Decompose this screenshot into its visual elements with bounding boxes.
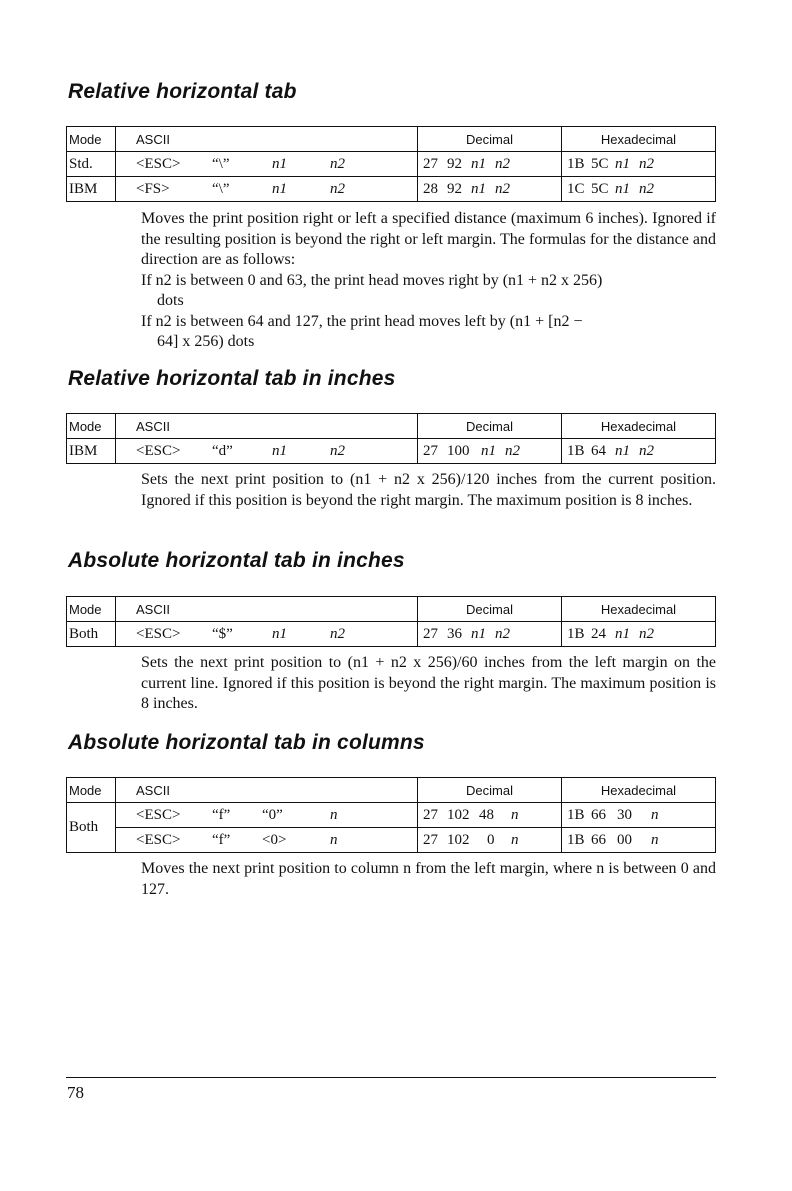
hex-cell <box>562 828 716 853</box>
hex-header: Hexadecimal <box>562 597 716 622</box>
mode-header: Mode <box>67 127 116 152</box>
ascii-token: “\” <box>212 180 230 197</box>
table-header-row <box>67 127 716 152</box>
description-paragraph: Moves the print position right or left a specified distance (maximum 6 inches). Ignored if the resulting position is beyond the right or left margin. The formulas for the distance and direction are as follows: <box>141 210 716 268</box>
table-header-row <box>67 597 716 622</box>
decimal-token: n1 <box>471 180 486 197</box>
table-row <box>67 152 716 177</box>
hex-token: n1 <box>615 442 630 459</box>
hex-token: n <box>651 831 659 848</box>
ascii-header: ASCII <box>116 127 418 152</box>
hex-token: 66 <box>591 831 606 848</box>
ascii-token: “f” <box>212 806 231 823</box>
ascii-token: n <box>330 831 338 848</box>
decimal-token: 0 <box>487 831 495 848</box>
ascii-token: “0” <box>262 806 283 823</box>
decimal-header: Decimal <box>418 414 562 439</box>
ascii-token: n2 <box>330 180 345 197</box>
decimal-token: n1 <box>471 625 486 642</box>
hex-header: Hexadecimal <box>562 778 716 803</box>
decimal-token: 92 <box>447 180 462 197</box>
decimal-token: 27 <box>423 831 438 848</box>
decimal-cell <box>418 177 562 202</box>
ascii-header: ASCII <box>116 597 418 622</box>
decimal-token: n2 <box>495 180 510 197</box>
decimal-header: Decimal <box>418 127 562 152</box>
hex-token: n <box>651 806 659 823</box>
decimal-token: 27 <box>423 155 438 172</box>
hex-token: n2 <box>639 180 654 197</box>
description-paragraph: If n2 is between 0 and 63, the print head moves right by (n1 + n2 x 256) <box>141 271 603 289</box>
hex-header: Hexadecimal <box>562 414 716 439</box>
decimal-token: 27 <box>423 806 438 823</box>
ascii-token: n1 <box>272 180 287 197</box>
ascii-token: n2 <box>330 442 345 459</box>
ascii-cell <box>116 177 418 202</box>
page-number: 78 <box>67 1083 84 1102</box>
ascii-header: ASCII <box>116 778 418 803</box>
section-title: Relative horizontal tab <box>68 80 297 103</box>
mode-header: Mode <box>67 778 116 803</box>
decimal-header: Decimal <box>418 597 562 622</box>
ascii-cell <box>116 622 418 647</box>
hex-token: 24 <box>591 625 606 642</box>
mode-cell: Std. <box>67 152 116 177</box>
hex-token: 30 <box>617 806 632 823</box>
footer-rule <box>66 1077 716 1078</box>
section-description <box>141 209 716 353</box>
description-paragraph: If n2 is between 64 and 127, the print head moves left by (n1 + [n2 − <box>141 312 583 330</box>
description-paragraph: Moves the next print position to column n from the left margin, where n is between 0 and 127. <box>141 860 716 898</box>
hex-cell <box>562 803 716 828</box>
decimal-token: 36 <box>447 625 462 642</box>
decimal-token: 27 <box>423 442 438 459</box>
decimal-token: n <box>511 806 519 823</box>
decimal-token: n2 <box>495 155 510 172</box>
ascii-header: ASCII <box>116 414 418 439</box>
hex-cell <box>562 152 716 177</box>
decimal-token: 27 <box>423 625 438 642</box>
decimal-token: n1 <box>481 442 496 459</box>
hex-cell <box>562 439 716 464</box>
hex-token: 1B <box>567 831 585 848</box>
description-paragraph: Sets the next print position to (n1 + n2 x 256)/60 inches from the left margin on the current line. Ignored if this position is beyond the right margin. The maximum position is 8 inches. <box>141 654 716 712</box>
section-description <box>141 470 716 511</box>
decimal-token: n1 <box>471 155 486 172</box>
hex-token: n1 <box>615 155 630 172</box>
hex-token: 1B <box>567 806 585 823</box>
decimal-token: 100 <box>447 442 470 459</box>
ascii-token: “\” <box>212 155 230 172</box>
ascii-token: “$” <box>212 625 233 642</box>
table-row <box>67 439 716 464</box>
hex-cell <box>562 622 716 647</box>
table-row <box>67 803 716 828</box>
hex-token: n2 <box>639 155 654 172</box>
command-table <box>66 777 716 853</box>
hex-header: Hexadecimal <box>562 127 716 152</box>
decimal-cell <box>418 439 562 464</box>
hex-token: 64 <box>591 442 606 459</box>
table-row <box>67 828 716 853</box>
ascii-cell <box>116 152 418 177</box>
command-table <box>66 596 716 647</box>
ascii-cell <box>116 828 418 853</box>
decimal-cell <box>418 828 562 853</box>
ascii-token: <ESC> <box>136 806 181 823</box>
ascii-token: <ESC> <box>136 625 181 642</box>
decimal-token: n2 <box>495 625 510 642</box>
hex-token: 5C <box>591 180 609 197</box>
ascii-token: n1 <box>272 442 287 459</box>
hex-token: 00 <box>617 831 632 848</box>
section-title: Absolute horizontal tab in inches <box>68 549 405 572</box>
ascii-token: “f” <box>212 831 231 848</box>
table-row <box>67 622 716 647</box>
section-title: Relative horizontal tab in inches <box>68 367 396 390</box>
hex-cell <box>562 177 716 202</box>
decimal-cell <box>418 622 562 647</box>
ascii-cell <box>116 803 418 828</box>
mode-cell: Both <box>67 622 116 647</box>
section-description <box>141 653 716 715</box>
mode-cell: IBM <box>67 177 116 202</box>
description-paragraph: Sets the next print position to (n1 + n2 x 256)/120 inches from the current position. Ignored if this position is beyond the right margin. The maximum position is 8 inches. <box>141 471 716 509</box>
decimal-cell <box>418 152 562 177</box>
description-paragraph: dots <box>157 292 184 309</box>
decimal-cell <box>418 803 562 828</box>
ascii-token: <0> <box>262 831 287 848</box>
decimal-token: 102 <box>447 806 470 823</box>
section-description <box>141 859 716 900</box>
hex-token: 1B <box>567 625 585 642</box>
ascii-cell <box>116 439 418 464</box>
ascii-token: <ESC> <box>136 155 181 172</box>
ascii-token: <ESC> <box>136 831 181 848</box>
mode-cell: Both <box>67 803 116 853</box>
decimal-token: 102 <box>447 831 470 848</box>
ascii-token: n <box>330 806 338 823</box>
ascii-token: “d” <box>212 442 233 459</box>
decimal-token: 28 <box>423 180 438 197</box>
command-table <box>66 413 716 464</box>
table-row <box>67 177 716 202</box>
ascii-token: <FS> <box>136 180 170 197</box>
mode-header: Mode <box>67 414 116 439</box>
table-header-row <box>67 778 716 803</box>
hex-token: 1C <box>567 180 585 197</box>
mode-header: Mode <box>67 597 116 622</box>
hex-token: 5C <box>591 155 609 172</box>
section-title: Absolute horizontal tab in columns <box>68 731 425 754</box>
ascii-token: n2 <box>330 625 345 642</box>
ascii-token: n1 <box>272 155 287 172</box>
decimal-token: 92 <box>447 155 462 172</box>
ascii-token: n1 <box>272 625 287 642</box>
hex-token: 1B <box>567 155 585 172</box>
decimal-header: Decimal <box>418 778 562 803</box>
hex-token: 1B <box>567 442 585 459</box>
mode-cell: IBM <box>67 439 116 464</box>
hex-token: n2 <box>639 442 654 459</box>
decimal-token: n2 <box>505 442 520 459</box>
ascii-token: n2 <box>330 155 345 172</box>
hex-token: 66 <box>591 806 606 823</box>
description-paragraph: 64] x 256) dots <box>157 333 255 350</box>
hex-token: n2 <box>639 625 654 642</box>
command-table <box>66 126 716 202</box>
decimal-token: 48 <box>479 806 494 823</box>
ascii-token: <ESC> <box>136 442 181 459</box>
decimal-token: n <box>511 831 519 848</box>
hex-token: n1 <box>615 180 630 197</box>
hex-token: n1 <box>615 625 630 642</box>
table-header-row <box>67 414 716 439</box>
